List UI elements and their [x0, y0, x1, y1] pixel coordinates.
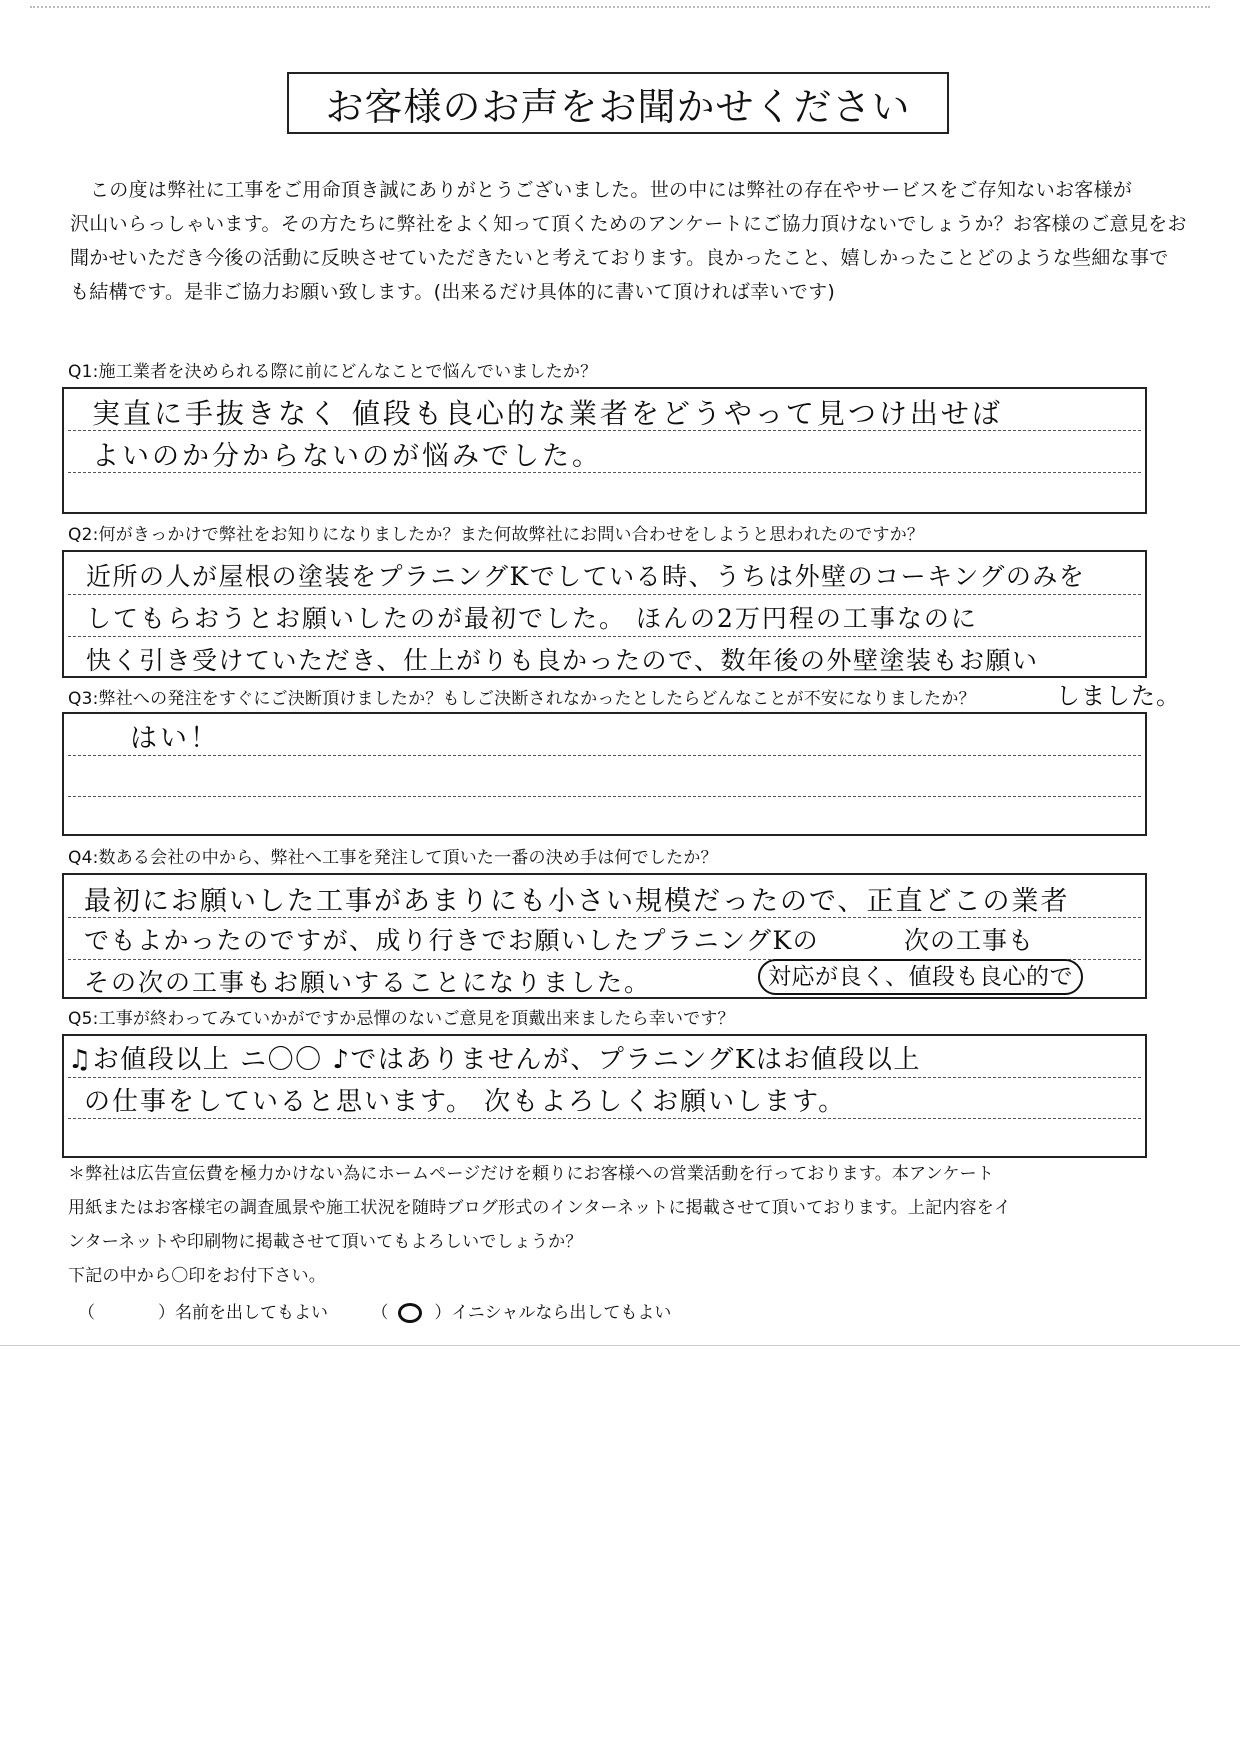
footer-line: ＊弊社は広告宣伝費を極力かけない為にホームページだけを頼りにお客様への営業活動を行っております。本アンケート	[68, 1164, 995, 1184]
question-4-label: Q4:数ある会社の中から、弊社へ工事を発注して頂いた一番の決め手は何でしたか？	[68, 848, 718, 868]
answer-rule	[68, 796, 1141, 797]
answer-handwriting-overflow: しました。	[1056, 682, 1181, 710]
choice-initial-label: ）イニシャルなら出してもよい	[434, 1303, 672, 1323]
publication-consent-note	[68, 1157, 1178, 1293]
question-2-label: Q2:何がきっかけで弊社をお知りになりましたか？また何故弊社にお問い合わせをしようと思われたのですか？	[68, 525, 925, 545]
intro-line: も結構です。是非ご協力お願い致します。(出来るだけ具体的に書いて頂ければ幸いです)	[70, 281, 836, 303]
answer-handwriting-insert: 対応が良く、値段も良心的で	[758, 959, 1083, 995]
intro-line: 沢山いらっしゃいます。その方たちに弊社をよく知って頂くためのアンケートにご協力頂けないでしょうか？お客様のご意見をお	[70, 213, 1187, 235]
intro-line: 聞かせいただき今後の活動に反映させていただきたいと考えております。良かったこと、嬉しかったことどのような些細な事で	[70, 247, 1169, 269]
question-4-answer-box	[62, 873, 1147, 999]
answer-handwriting: よいのか分からないのが悩みでした。	[92, 441, 602, 472]
circle-mark-icon	[398, 1303, 422, 1323]
choice-name-open-paren: （	[78, 1303, 95, 1323]
scan-edge-bottom	[0, 1345, 1240, 1346]
answer-rule	[68, 594, 1141, 595]
answer-handwriting: その次の工事もお願いすることになりました。	[84, 968, 652, 997]
choice-initial-open-paren: （	[371, 1303, 389, 1323]
answer-rule	[68, 1118, 1141, 1119]
choice-name[interactable]	[78, 1298, 328, 1323]
answer-handwriting-insert: 次の工事も	[904, 926, 1035, 955]
intro-paragraph	[70, 173, 1187, 309]
intro-line: この度は弊社に工事をご用命頂き誠にありがとうございました。世の中には弊社の存在やサービスをご存知ないお客様が	[90, 179, 1133, 201]
question-3-label: Q3:弊社への発注をすぐにご決断頂けましたか？もしご決断されなかったとしたらどんなことが不安になりましたか？	[68, 689, 976, 709]
answer-handwriting: 快く引き受けていただき、仕上がりも良かったので、数年後の外壁塗装もお願い	[86, 646, 1039, 675]
question-3-answer-box	[62, 712, 1147, 836]
answer-handwriting: 近所の人が屋根の塗装をプラニングKでしている時、うちは外壁のコーキングのみを	[86, 562, 1086, 591]
answer-rule	[68, 1077, 1141, 1078]
page-title-text: お客様のお声をお聞かせください	[325, 84, 911, 129]
answer-rule	[68, 755, 1141, 756]
question-5-label: Q5:工事が終わってみていかがですか忌憚のないご意見を頂戴出来ましたら幸いです？	[68, 1009, 735, 1029]
answer-handwriting: ♫お値段以上 ニ〇〇 ♪ではありませんが、プラニングKはお値段以上	[68, 1045, 921, 1075]
choice-name-label: ）名前を出してもよい	[158, 1303, 328, 1323]
choice-initial[interactable]	[371, 1298, 671, 1323]
answer-handwriting: でもよかったのですが、成り行きでお願いしたプラニングKの	[84, 926, 820, 955]
answer-rule	[68, 636, 1141, 637]
answer-handwriting: の仕事をしていると思います。 次もよろしくお願いします。	[84, 1087, 847, 1117]
question-2-answer-box	[62, 550, 1147, 678]
footer-line: ンターネットや印刷物に掲載させて頂いてもよろしいでしょうか？	[68, 1232, 583, 1252]
scan-edge-top	[30, 0, 1210, 8]
question-1-label: Q1:施工業者を決められる際に前にどんなことで悩んでいましたか？	[68, 362, 598, 382]
page-title	[287, 72, 949, 134]
footer-line: 下記の中から〇印をお付下さい。	[68, 1266, 326, 1286]
answer-handwriting: 実直に手抜きなく 値段も良心的な業者をどうやって見つけ出せば	[92, 397, 1003, 430]
question-5-answer-box	[62, 1034, 1147, 1158]
answer-handwriting: はい！	[130, 723, 220, 754]
consent-choices	[78, 1298, 709, 1323]
question-1-answer-box	[62, 387, 1147, 514]
footer-line: 用紙またはお客様宅の調査風景や施工状況を随時ブログ形式のインターネットに掲載させて頂いております。上記内容をイ	[68, 1198, 1012, 1218]
answer-handwriting: してもらおうとお願いしたのが最初でした。 ほんの2万円程の工事なのに	[86, 604, 978, 633]
answer-handwriting: 最初にお願いした工事があまりにも小さい規模だったので、正直どこの業者	[84, 886, 1070, 917]
